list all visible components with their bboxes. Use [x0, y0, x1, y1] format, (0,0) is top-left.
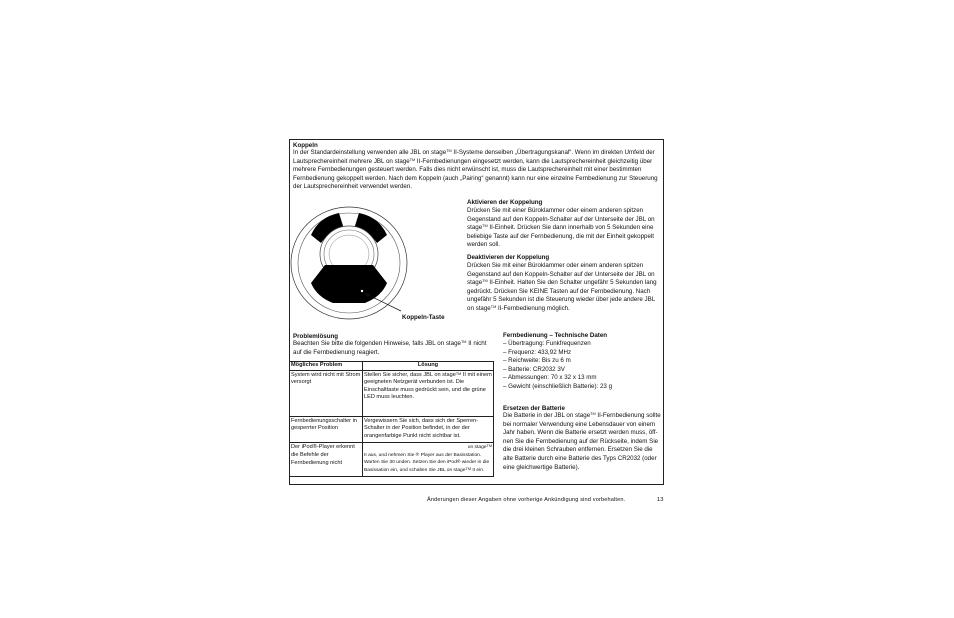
list-item: – Reichweite: Bis zu 6 m: [503, 357, 571, 365]
list-item: – Batterie: CR2032 3V: [503, 365, 565, 373]
tech-specs-list: [503, 340, 663, 392]
solution-cell: Vergewissern Sie sich, dass sich der Sperren-Schalter in der Position befindet, in der der orangenfarbige Punkt nicht sichtbar ist.: [363, 416, 494, 443]
troubleshooting-table: [289, 361, 494, 477]
col-header-problem: Mögliches Problem: [290, 362, 363, 371]
solution-cell: on stage™ II aus, und nehmen Sie ® Player aus der Basisstation. Warten Sie 30 unden. Setzen Sie den iPod® wieder in die Basissation ein, und schalten Sie JBL on stage™ II ein.: [363, 443, 494, 477]
problem-cell: System wird nicht mit Strom versorgt: [290, 370, 363, 416]
pair-button-label: Koppeln-Taste: [402, 314, 445, 321]
battery-heading: Ersetzen der Batterie: [503, 405, 565, 412]
table-row: [290, 370, 494, 416]
deactivate-paragraph: Drücken Sie mit einer Büroklammer oder einem anderen spitzen Gegenstand auf den Koppeln-Schalter auf der Unterseite der JBL on stage™ II-Einheit. Halten Sie den Schalter ungefähr 5 Sekunden lang gedrückt. Drücken Sie KEINE Tasten auf der Fernbedienung. Nach ungefähr 5 Sekunden ist die Steuerung wieder über jede andere JBL on stage™ II-Fernbedienung möglich.: [467, 262, 657, 312]
troubleshooting-heading: Problemlösung: [293, 333, 339, 340]
table-row: [290, 443, 494, 477]
col-header-solution: Lösung: [363, 362, 494, 371]
troubleshooting-intro: Beachten Sie bitte die folgenden Hinweise, falls JBL on stage™ II nicht auf die Fernbedienung reagiert.: [293, 340, 487, 356]
pair-button-dot: [361, 290, 363, 292]
koppeln-paragraph: In der Standardeinstellung verwenden alle JBL on stage™ II-Systeme denselben „Übertragungskanal“. Wenn im direkten Umfeld der Lautsprechereinheit mehrere JBL on stage™ II-Fernbedienungen eingesetzt werden, kann die Lautsprechereinheit gleichzeitig über mehrere Fernbedienungen gesteuert werden. Falls dies nicht erwünscht ist, muss die Lautsprechereinheit mit einer bestimmten Fernbedienung gekoppelt werden. Nach dem Koppeln (auch „Pairing“ genannt) kann nur eine einzelne Fernbedienung zur Steuerung der Lautsprechereinheit verwendet werden.: [293, 149, 658, 191]
problem-cell: Fernbedienungsschalter in gesperrter Position: [290, 416, 363, 443]
footer-disclaimer: Änderungen dieser Angaben ohne vorherige Ankündigung sind vorbehalten.: [427, 497, 626, 503]
problem-cell: Der iPod®-Player erkennt die Befehle der Fernbedienung nicht: [290, 443, 363, 477]
remote-bottom-button: [311, 265, 387, 303]
list-item: – Übertragung: Funkfrequenzen: [503, 340, 591, 347]
list-item: – Abmessungen: 70 x 32 x 13 mm: [503, 374, 597, 382]
activate-heading: Aktivieren der Koppelung: [467, 199, 543, 206]
list-item: – Gewicht (einschließlich Batterie): 23 g: [503, 382, 613, 390]
tech-specs-heading: Fernbedienung – Technische Daten: [503, 332, 608, 339]
activate-paragraph: Drücken Sie mit einer Büroklammer oder einem anderen spitzen Gegenstand auf den Koppeln-Schalter auf der Unterseite der JBL on stage™ II-Einheit. Drücken Sie dann innerhalb von 5 Sekunden eine beliebige Taste auf der Fernbedienung, die mit der Einheit gekoppelt werden soll.: [467, 207, 655, 249]
table-header-row: [290, 362, 494, 371]
battery-paragraph: Die Batterie in der JBL on stage™ II-Fernbedienung sollte bei normaler Verwendung eine Lebensdauer von einem Jahr haben. Wenn die Batterie ersetzt werden muss, öff-nen Sie die Fernbedienung auf der Rückseite, indem Sie die drei kleinen Schrauben entfernen. Ersetzen Sie die alte Batterie durch eine Batterie des Typs CR2032 (oder eine gleichwertige Batterie).: [503, 412, 661, 471]
list-item: – Frequenz: 433,92 MHz: [503, 348, 572, 356]
page-number: 13: [657, 497, 664, 503]
deactivate-heading: Deaktivieren der Koppelung: [467, 254, 550, 261]
solution-cell: Stellen Sie sicher, dass JBL on stage™ II mit einem geeigneten Netzgerät verbunden ist. Die Einschalttaste muss gedrückt sein, und die grüne LED muss leuchten.: [363, 370, 494, 416]
remote-control-illustration: [289, 199, 464, 325]
koppeln-heading: Koppeln: [293, 142, 318, 149]
table-row: [290, 416, 494, 443]
